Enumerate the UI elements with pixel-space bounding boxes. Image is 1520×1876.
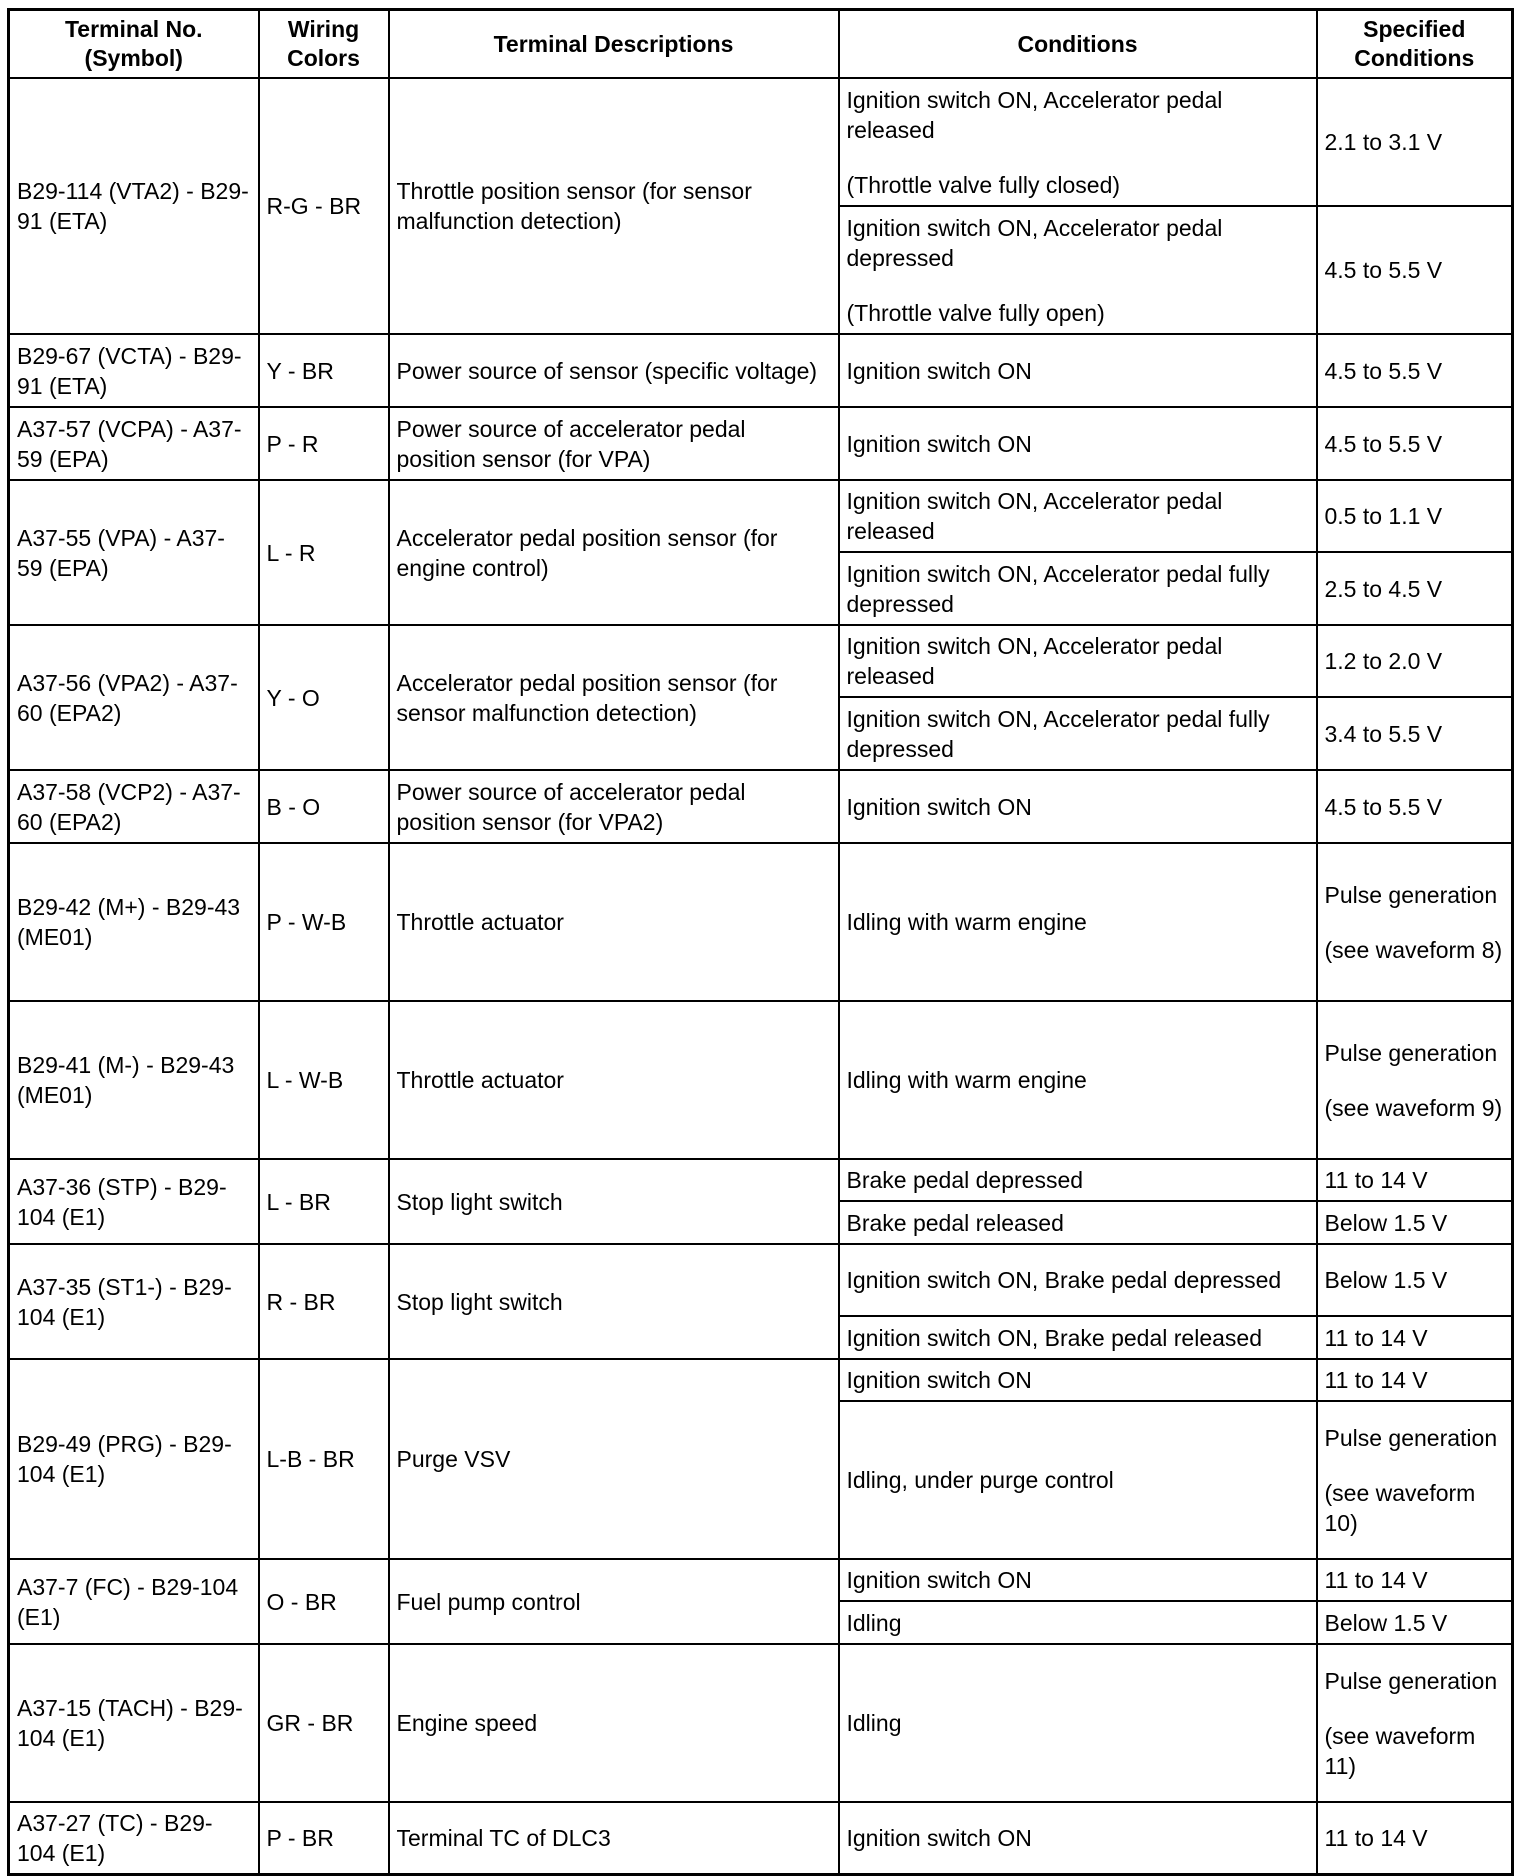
header-specified: Specified Conditions — [1317, 10, 1513, 79]
table-row — [9, 1359, 1513, 1401]
spec-cell: 11 to 14 V — [1317, 1559, 1513, 1601]
spec-cell: 11 to 14 V — [1317, 1316, 1513, 1359]
table-row — [9, 1001, 1513, 1159]
spec-cell: 2.1 to 3.1 V — [1317, 78, 1513, 206]
condition-cell: Ignition switch ON, Accelerator pedal fully depressed — [839, 552, 1317, 625]
condition-cell: Idling — [839, 1601, 1317, 1644]
header-row — [9, 10, 1513, 79]
description-cell: Stop light switch — [389, 1244, 839, 1359]
condition-cell: Ignition switch ON, Accelerator pedal released (Throttle valve fully closed) — [839, 78, 1317, 206]
condition-cell: Ignition switch ON, Accelerator pedal released — [839, 625, 1317, 697]
terminal-cell: A37-15 (TACH) - B29-104 (E1) — [9, 1644, 259, 1802]
spec-cell: 4.5 to 5.5 V — [1317, 334, 1513, 407]
table-row — [9, 78, 1513, 206]
header-description: Terminal Descriptions — [389, 10, 839, 79]
wiring-cell: P - W-B — [259, 843, 389, 1001]
wiring-cell: P - BR — [259, 1802, 389, 1874]
wiring-cell: Y - O — [259, 625, 389, 770]
condition-cell: Ignition switch ON — [839, 407, 1317, 480]
table-row — [9, 1644, 1513, 1802]
description-cell: Throttle position sensor (for sensor malfunction detection) — [389, 78, 839, 334]
terminal-cell: A37-36 (STP) - B29-104 (E1) — [9, 1159, 259, 1244]
terminal-cell: B29-49 (PRG) - B29-104 (E1) — [9, 1359, 259, 1559]
terminal-cell: A37-58 (VCP2) - A37-60 (EPA2) — [9, 770, 259, 843]
wiring-cell: P - R — [259, 407, 389, 480]
description-cell: Accelerator pedal position sensor (for engine control) — [389, 480, 839, 625]
spec-cell: Below 1.5 V — [1317, 1201, 1513, 1244]
wiring-cell: L - R — [259, 480, 389, 625]
condition-cell: Idling with warm engine — [839, 1001, 1317, 1159]
terminal-cell: B29-41 (M-) - B29-43 (ME01) — [9, 1001, 259, 1159]
condition-cell: Ignition switch ON, Brake pedal depressed — [839, 1244, 1317, 1316]
spec-cell: 2.5 to 4.5 V — [1317, 552, 1513, 625]
terminal-cell: B29-42 (M+) - B29-43 (ME01) — [9, 843, 259, 1001]
condition-cell: Ignition switch ON, Accelerator pedal released — [839, 480, 1317, 552]
wiring-cell: Y - BR — [259, 334, 389, 407]
table-row — [9, 625, 1513, 697]
condition-cell: Idling, under purge control — [839, 1401, 1317, 1559]
spec-cell: 11 to 14 V — [1317, 1359, 1513, 1401]
spec-cell: 4.5 to 5.5 V — [1317, 770, 1513, 843]
table-row — [9, 843, 1513, 1001]
header-terminal: Terminal No. (Symbol) — [9, 10, 259, 79]
terminal-inspection-sheet — [7, 8, 1511, 1876]
description-cell: Accelerator pedal position sensor (for sensor malfunction detection) — [389, 625, 839, 770]
table-header — [9, 10, 1513, 79]
condition-cell: Idling — [839, 1644, 1317, 1802]
terminal-cell: B29-67 (VCTA) - B29-91 (ETA) — [9, 334, 259, 407]
terminal-cell: A37-57 (VCPA) - A37-59 (EPA) — [9, 407, 259, 480]
condition-cell: Ignition switch ON, Brake pedal released — [839, 1316, 1317, 1359]
condition-cell: Ignition switch ON — [839, 1359, 1317, 1401]
terminal-cell: A37-7 (FC) - B29-104 (E1) — [9, 1559, 259, 1644]
terminal-cell: A37-35 (ST1-) - B29-104 (E1) — [9, 1244, 259, 1359]
table-row — [9, 334, 1513, 407]
table-row — [9, 770, 1513, 843]
wiring-cell: O - BR — [259, 1559, 389, 1644]
table-row — [9, 1244, 1513, 1316]
terminal-cell: A37-55 (VPA) - A37-59 (EPA) — [9, 480, 259, 625]
header-wiring: Wiring Colors — [259, 10, 389, 79]
condition-cell: Ignition switch ON, Accelerator pedal fully depressed — [839, 697, 1317, 770]
description-cell: Stop light switch — [389, 1159, 839, 1244]
spec-cell: 11 to 14 V — [1317, 1802, 1513, 1874]
description-cell: Purge VSV — [389, 1359, 839, 1559]
terminal-cell: A37-56 (VPA2) - A37-60 (EPA2) — [9, 625, 259, 770]
condition-cell: Ignition switch ON, Accelerator pedal depressed (Throttle valve fully open) — [839, 206, 1317, 334]
spec-cell: 4.5 to 5.5 V — [1317, 206, 1513, 334]
terminal-cell: B29-114 (VTA2) - B29-91 (ETA) — [9, 78, 259, 334]
description-cell: Power source of accelerator pedal position sensor (for VPA) — [389, 407, 839, 480]
description-cell: Engine speed — [389, 1644, 839, 1802]
description-cell: Fuel pump control — [389, 1559, 839, 1644]
spec-cell: 11 to 14 V — [1317, 1159, 1513, 1201]
table-row — [9, 1559, 1513, 1601]
spec-cell: Below 1.5 V — [1317, 1244, 1513, 1316]
header-conditions: Conditions — [839, 10, 1317, 79]
spec-cell: Pulse generation (see waveform 9) — [1317, 1001, 1513, 1159]
table-body — [9, 78, 1513, 1874]
description-cell: Power source of accelerator pedal position sensor (for VPA2) — [389, 770, 839, 843]
description-cell: Throttle actuator — [389, 1001, 839, 1159]
spec-cell: 1.2 to 2.0 V — [1317, 625, 1513, 697]
spec-cell: Below 1.5 V — [1317, 1601, 1513, 1644]
wiring-cell: R-G - BR — [259, 78, 389, 334]
description-cell: Power source of sensor (specific voltage) — [389, 334, 839, 407]
terminal-spec-table — [7, 8, 1514, 1876]
spec-cell: Pulse generation (see waveform 8) — [1317, 843, 1513, 1001]
wiring-cell: L - BR — [259, 1159, 389, 1244]
spec-cell: Pulse generation (see waveform 10) — [1317, 1401, 1513, 1559]
wiring-cell: L-B - BR — [259, 1359, 389, 1559]
table-row — [9, 407, 1513, 480]
condition-cell: Ignition switch ON — [839, 334, 1317, 407]
condition-cell: Idling with warm engine — [839, 843, 1317, 1001]
spec-cell: 4.5 to 5.5 V — [1317, 407, 1513, 480]
table-row — [9, 1802, 1513, 1874]
terminal-cell: A37-27 (TC) - B29-104 (E1) — [9, 1802, 259, 1874]
description-cell: Terminal TC of DLC3 — [389, 1802, 839, 1874]
condition-cell: Ignition switch ON — [839, 1559, 1317, 1601]
condition-cell: Brake pedal released — [839, 1201, 1317, 1244]
wiring-cell: B - O — [259, 770, 389, 843]
wiring-cell: L - W-B — [259, 1001, 389, 1159]
description-cell: Throttle actuator — [389, 843, 839, 1001]
spec-cell: Pulse generation (see waveform 11) — [1317, 1644, 1513, 1802]
table-row — [9, 480, 1513, 552]
condition-cell: Ignition switch ON — [839, 770, 1317, 843]
table-row — [9, 1159, 1513, 1201]
condition-cell: Ignition switch ON — [839, 1802, 1317, 1874]
spec-cell: 0.5 to 1.1 V — [1317, 480, 1513, 552]
spec-cell: 3.4 to 5.5 V — [1317, 697, 1513, 770]
condition-cell: Brake pedal depressed — [839, 1159, 1317, 1201]
wiring-cell: R - BR — [259, 1244, 389, 1359]
wiring-cell: GR - BR — [259, 1644, 389, 1802]
